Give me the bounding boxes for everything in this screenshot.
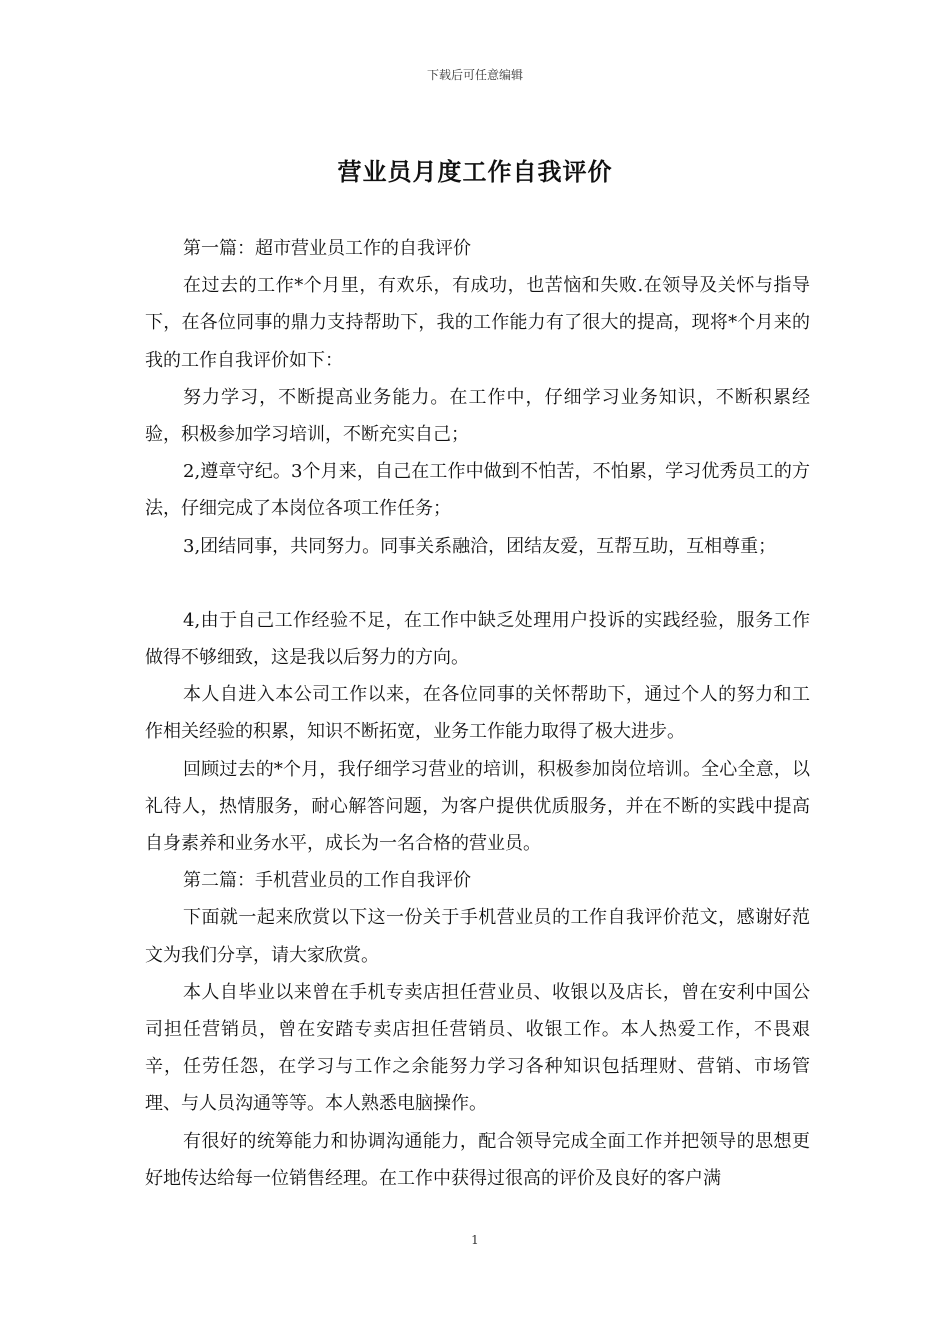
paragraph: 本人自进入本公司工作以来，在各位同事的关怀帮助下，通过个人的努力和工作相关经验的积累，知识不断拓宽，业务工作能力取得了极大进步。	[145, 684, 810, 743]
paragraph: 努力学习，不断提高业务能力。在工作中，仔细学习业务知识，不断积累经验，积极参加学习培训，不断充实自己；	[145, 386, 810, 446]
paragraph: 下面就一起来欣赏以下这一份关于手机营业员的工作自我评价范文，感谢好范文为我们分享，请大家欣赏。	[145, 907, 810, 966]
section-heading-2: 第二篇：手机营业员的工作自我评价	[183, 870, 471, 892]
paragraph: 4,由于自己工作经验不足，在工作中缺乏处理用户投诉的实践经验，服务工作做得不够细致，这是我以后努力的方向。	[145, 609, 810, 669]
paragraph: 2,遵章守纪。3个月来，自己在工作中做到不怕苦，不怕累，学习优秀员工的方法，仔细完成了本岗位各项工作任务；	[145, 461, 810, 520]
paragraph: 回顾过去的*个月，我仔细学习营业的培训，积极参加岗位培训。全心全意，以礼待人，热情服务，耐心解答问题，为客户提供优质服务，并在不断的实践中提高自身素养和业务水平，成长为一名合格的营业员。	[145, 758, 810, 855]
paragraph: 有很好的统筹能力和协调沟通能力，配合领导完成全面工作并把领导的思想更好地传达给每一位销售经理。在工作中获得过很高的评价及良好的客户满	[145, 1130, 810, 1189]
header-note: 下载后可任意编辑	[426, 68, 523, 82]
paragraph: 本人自毕业以来曾在手机专卖店担任营业员、收银以及店长，曾在安利中国公司担任营销员，曾在安踏专卖店担任营销员、收银工作。本人热爱工作，不畏艰辛，任劳任怨，在学习与工作之余能努力学习各种知识包括理财、营销、市场管理、与人员沟通等等。本人熟悉电脑操作。	[145, 981, 810, 1115]
paragraph: 3,团结同事，共同努力。同事关系融洽，团结友爱，互帮互助，互相尊重；	[183, 535, 777, 557]
document-title: 营业员月度工作自我评价	[337, 157, 613, 186]
document-body	[145, 230, 810, 1197]
section-heading-1: 第一篇：超市营业员工作的自我评价	[183, 238, 471, 259]
paragraph: 在过去的工作*个月里，有欢乐，有成功，也苦恼和失败.在领导及关怀与指导下，在各位同事的鼎力支持帮助下，我的工作能力有了很大的提高，现将*个月来的我的工作自我评价如下：	[145, 275, 810, 371]
page-number: 1	[471, 1233, 479, 1247]
